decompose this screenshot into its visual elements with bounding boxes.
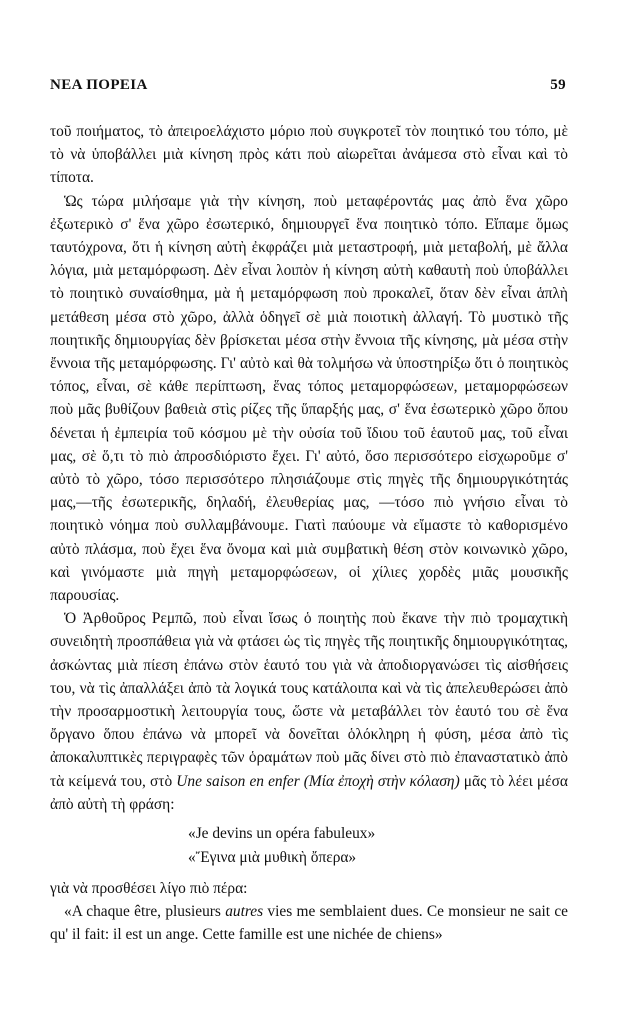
header-title: ΝΕΑ ΠΟΡΕΙΑ	[50, 77, 148, 93]
running-header	[50, 74, 566, 97]
paragraph-3	[50, 607, 568, 816]
quote-french-2	[50, 900, 568, 946]
book-title: Une saison en enfer (Μία ἐποχὴ στὴν κόλαση)	[176, 772, 460, 790]
quote-greek-1: «Ἔγινα μιὰ μυθικὴ ὄπερα»	[188, 848, 357, 866]
paragraph-3-end: μᾶς τὸ λέει μέσα ἀπὸ αὐτὴ τὴ φράση:	[50, 772, 568, 813]
quote-french-1: «Je devins un opéra fabuleux»	[188, 825, 376, 843]
page-body	[50, 120, 568, 946]
paragraph-2: Ὡς τώρα μιλήσαμε γιὰ τὴν κίνηση, ποὺ μεταφέροντάς μας ἀπὸ ἕνα χῶρο ἐξωτερικὸ σ' ἕνα χῶρο ἐσωτερικό, δημιουργεῖ ἕνα ποιητικὸ τόπο. Εἴπαμε ὅμως ταυτόχρονα, ὅτι ἡ κίνηση αὐτὴ ἐκφράζει μιὰ μεταστροφή, μιὰ μεταβολή, μὲ ἄλλα λόγια, μιὰ μεταμόρφωση. Δὲν εἶναι λοιπὸν ἡ κίνηση αὐτὴ καθαυτὴ ποὺ ὑποβάλλει τὸ ποιητικὸ συναίσθημα, μὰ ἡ μεταμόρφωση ποὺ προκαλεῖ, ὅταν δὲν εἶναι ἁπλὴ μετάθεση μέσα στὸ χῶρο, ἀλλὰ ὁδηγεῖ σὲ μιὰ ποιοτικὴ ἀλλαγή. Τὸ μυστικὸ τῆς ποιητικῆς δημιουργίας δὲν βρίσκεται μέσα στὴν ἔννοια τῆς κίνησης, μὰ μέσα στὴν ἔννοια τῆς μεταμόρφωσης. Γι' αὐτὸ καὶ θὰ τολμήσω νὰ ὑποστηρίξω ὅτι ὁ ποιητικὸς τόπος, εἶναι, σὲ κάθε περίπτωση, ἕνας τόπος μεταμορφώσεων, μεταμορφώσεων ποὺ μᾶς βυθίζουν βαθειὰ στὶς ρίζες τῆς ὕπαρξής μας, σ' ἕνα ἐσωτερικὸ χῶρο ὅπου δένεται ἡ ἐμπειρία τοῦ κόσμου μὲ τὴν οὐσία τοῦ ἴδιου τοῦ ἑαυτοῦ μας, τοῦ εἶναι μας, σὲ ὅ,τι τὸ πιὸ ἀπροσδιόριστο ἔχει. Γι' αὐτό, ὅσο περισσότερο εἰσχωροῦμε σ' αὐτὸ τὸ χῶρο, τόσο περισσότερο πλησιάζουμε στὶς πηγὲς τῆς δημιουργικότητάς μας,—τῆς ἐσωτερικῆς, δηλαδή, ἐλευθερίας μας, —τόσο πιὸ γνήσιο εἶναι τὸ ποιητικὸ νόημα ποὺ συλλαμβάνουμε. Γιατὶ παύουμε νὰ εἴμαστε τὸ καθορισμένο αὐτὸ πλάσμα, ποὺ ἔχει ἕνα ὄνομα καὶ μιὰ συμβατικὴ θέση στὸν κοινωνικὸ χῶρο, καὶ γινόμαστε μιὰ πηγὴ μεταμορφώσεων, οἱ χίλιες χορδὲς μιᾶς μουσικῆς παρουσίας.	[50, 192, 568, 605]
quote-french-2-end: vies me semblaient dues. Ce monsieur ne sait ce qu' il fait: il est un ange. Cette famille est une nichée de chiens»	[50, 903, 568, 944]
quote-french-2-start: «A chaque être, plusieurs	[64, 903, 226, 920]
page-number: 59	[550, 77, 566, 93]
quote-french-2-italic: autres	[225, 903, 264, 920]
transition-line: γιὰ νὰ προσθέσει λίγο πιὸ πέρα:	[50, 879, 248, 897]
paragraph-3-start: Ὁ Ἀρθοῦρος Ρεμπῶ, ποὺ εἶναι ἴσως ὁ ποιητὴς ποὺ ἔκανε τὴν πιὸ τρομαχτικὴ συνειδητὴ προσπάθεια γιὰ νὰ φτάσει ὡς τὶς πηγὲς τῆς ποιητικῆς δημιουργικότητας, ἀσκώντας μιὰ πίεση ἐπάνω στὸν ἑαυτό του γιὰ νὰ ἀποδιοργανώσει τὶς αἰσθήσεις του, νὰ τὶς ἀπαλλάξει ἀπὸ τὰ λογικά τους κατάλοιπα καὶ νὰ τὶς ἀπελευθερώσει ἀπὸ τὴν προσαρμοστικὴ λειτουργία τους, ὥστε νὰ μεταβάλλει τὸν ἑαυτό του σὲ ἕνα ὄργανο ὅπου ἐπάνω νὰ μπορεῖ νὰ δονεῖται ὁλόκληρη ἡ φύση, μέσα ἀπὸ τὶς ἀποκαλυπτικὲς περιγραφὲς τῶν ὁραμάτων ποὺ μᾶς δίνει στὸ πιὸ ἐπαναστατικὸ ἀπὸ τὰ κείμενά του, στὸ	[50, 610, 568, 790]
paragraph-1: τοῦ ποιήματος, τὸ ἀπειροελάχιστο μόριο ποὺ συγκροτεῖ τὸν ποιητικό του τόπο, μὲ τὸ νὰ ὑποβάλλει μιὰ κίνηση πρὸς κάτι ποὺ αἰωρεῖται ἀνάμεσα στὸ εἶναι καὶ τὸ τίποτα.	[50, 123, 568, 187]
